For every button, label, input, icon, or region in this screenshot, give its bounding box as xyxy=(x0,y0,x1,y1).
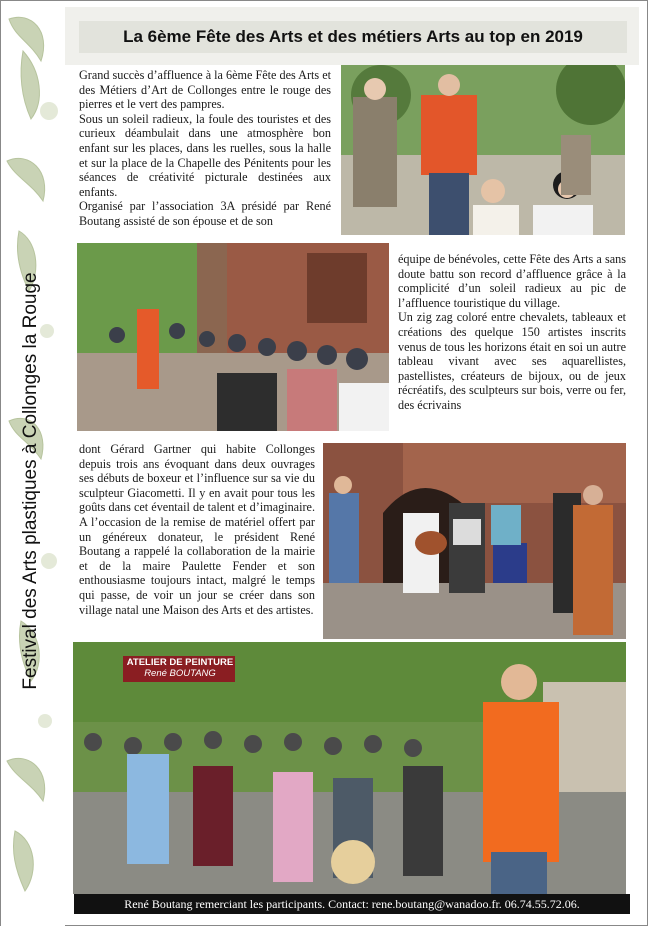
paragraph-2: Sous un soleil radieux, la foule des touristes et des curieux déambulait dans une atmosphère bon enfant sur les places, dans les ruelles, sous la halle et sur la place de la Chapelle des Pénitents pour les séances de créativité picturale destinées aux enfants. xyxy=(79,111,331,199)
article-column-2 xyxy=(398,252,626,413)
paragraph-4: équipe de bénévoles, cette Fête des Arts a sans doute battu son record d’affluence grâce à la complicité d’un soleil radieux au pic de l’affluence touristique du village. xyxy=(398,252,626,310)
photo-rene-boutang-speech xyxy=(73,642,626,894)
side-title: Festival des Arts plastiques à Collonges la Rouge xyxy=(20,272,41,690)
paragraph-1: Grand succès d’affluence à la 6ème Fête des Arts et des Métiers d’Art de Collonges entre le rouge des pierres et le vert des pampres. xyxy=(79,68,331,112)
paragraph-6: dont Gérard Gartner qui habite Collonges depuis trois ans évoquant dans deux ouvrages ses débuts de boxeur et l’influence sur sa vie du sculpteur Giacometti. Il y en avait pour tous les goûts dans cet éventail de talent et d’imaginaire. A l’occasion de la remise de matériel offert par un généreux donateur, le président René Boutang a rappelé la collaboration de la mairie et de la maire Paulette Fender et son enthousiasme toujours intact, malgré le temps qui passe, de voir un jour se créer dans son village natal une Maison des Arts et des artistes. xyxy=(79,442,315,617)
photo-musicians xyxy=(323,443,626,639)
photo-caption: René Boutang remerciant les participants. Contact: rene.boutang@wanadoo.fr. 06.74.55.72.06. xyxy=(74,894,630,914)
article-column-3 xyxy=(79,442,315,617)
sign-line-2: René BOUTANG xyxy=(144,668,216,679)
article-column-1 xyxy=(79,68,331,229)
sign-line-1: ATELIER DE PEINTURE xyxy=(126,657,234,668)
atelier-sign xyxy=(121,654,239,684)
photo-crowd-in-street xyxy=(77,243,389,431)
photo-visitors-crowd xyxy=(341,65,625,235)
page-title: La 6ème Fête des Arts et des métiers Arts au top en 2019 xyxy=(79,21,627,53)
paragraph-5: Un zig zag coloré entre chevalets, tableaux et créations des quelque 150 artistes inscrits venus de tous les horizons était en soi un autre tableau vivant avec ses aquarellistes, pastellistes, créateurs de bijoux, ou de jeux récréatifs, des sculpteurs sur bois, verre ou fer, des écrivains xyxy=(398,310,626,412)
paragraph-3: Organisé par l’association 3A présidé par René Boutang assisté de son épouse et de son xyxy=(79,199,331,228)
